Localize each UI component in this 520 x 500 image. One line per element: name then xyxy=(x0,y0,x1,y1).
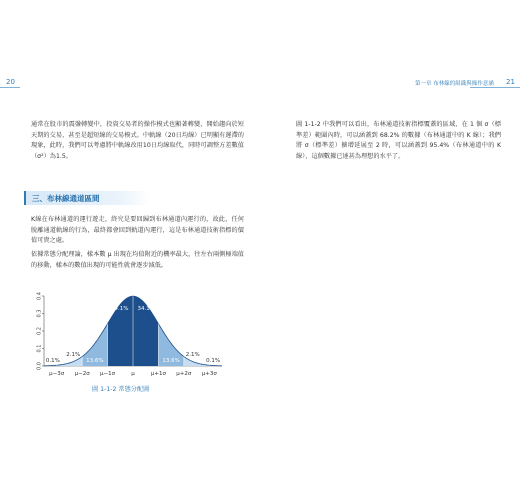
x-tick-label: μ+3σ xyxy=(201,371,217,377)
region-percent-label: 0.1% xyxy=(45,358,60,364)
page-number-right: 21 xyxy=(506,78,515,86)
region-percent-label: 34.1% xyxy=(111,306,129,312)
body-paragraph: K線在布林通道的運行遊走，終究是要回歸到布林通道內運行的，故此，任何脫離通道軌線的行為，最終都會回到軌道內運行，這是布林通道技術指標的價值可貴之處。 xyxy=(31,216,244,245)
region-percent-label: 2.1% xyxy=(66,352,81,358)
region-percent-label: 0.1% xyxy=(206,358,221,364)
y-tick-label: 0.1 xyxy=(36,344,43,353)
y-tick-label: 0.0 xyxy=(36,362,43,370)
normal-distribution-chart xyxy=(26,292,226,382)
x-tick-label: μ−3σ xyxy=(49,371,65,377)
region-percent-label: 13.6% xyxy=(162,358,180,364)
body-paragraph: 依據常態分配理論，樣本數 μ 出現在均值附近的機率最大，往左右兩側極端值的移動，樣本的數值出現的可能性就會逐步減低。 xyxy=(31,251,244,269)
x-tick-label: μ+2σ xyxy=(176,371,192,377)
body-paragraph: 通常在股市的震盪轉變中，投資交易者的操作模式也顯著轉變，開始趨向於短天期的交易，甚至是超短線的交易模式。中軌線（20日均線）已明顯有遲滯的現象，此時，我們可以考慮將中軌線改用10日均線取代，同時可調整方差數值（σ²）為1.5。 xyxy=(31,121,244,160)
running-header: 第一章 布林線的組織與操作意涵 xyxy=(415,81,494,87)
x-tick-label: μ−1σ xyxy=(100,371,116,377)
section-title: 三、布林線通道區間 xyxy=(32,194,100,203)
section-heading xyxy=(24,191,150,205)
x-tick-label: μ+1σ xyxy=(150,371,166,377)
header-rule-left xyxy=(0,87,20,88)
body-paragraph: 圖 1-1-2 中我們可以看出，布林通道技術指標覆蓋的區域，在 1 個 σ（標準差）範圍內時，可以涵蓋到 68.2% 的數據（布林通道中的 K 線）；我們將 σ（標準差）擴增延展至 2 時，可以涵蓋到 95.4%（布林通道中的 K 線），這個數據已達甚為理想的水平了。 xyxy=(296,121,501,160)
y-tick-label: 0.4 xyxy=(36,292,43,300)
y-tick-label: 0.2 xyxy=(36,327,43,335)
region-percent-label: 2.1% xyxy=(185,352,200,358)
header-rule-right xyxy=(470,87,520,88)
y-tick-label: 0.3 xyxy=(36,309,43,318)
x-tick-label: μ−2σ xyxy=(74,371,90,377)
page-number-left: 20 xyxy=(6,78,15,86)
x-tick-label: μ xyxy=(131,371,135,377)
region-percent-label: 13.6% xyxy=(86,358,104,364)
figure-caption: 圖 1-1-2 常態分配圖 xyxy=(92,386,150,393)
region-percent-label: 34.1% xyxy=(137,306,155,312)
